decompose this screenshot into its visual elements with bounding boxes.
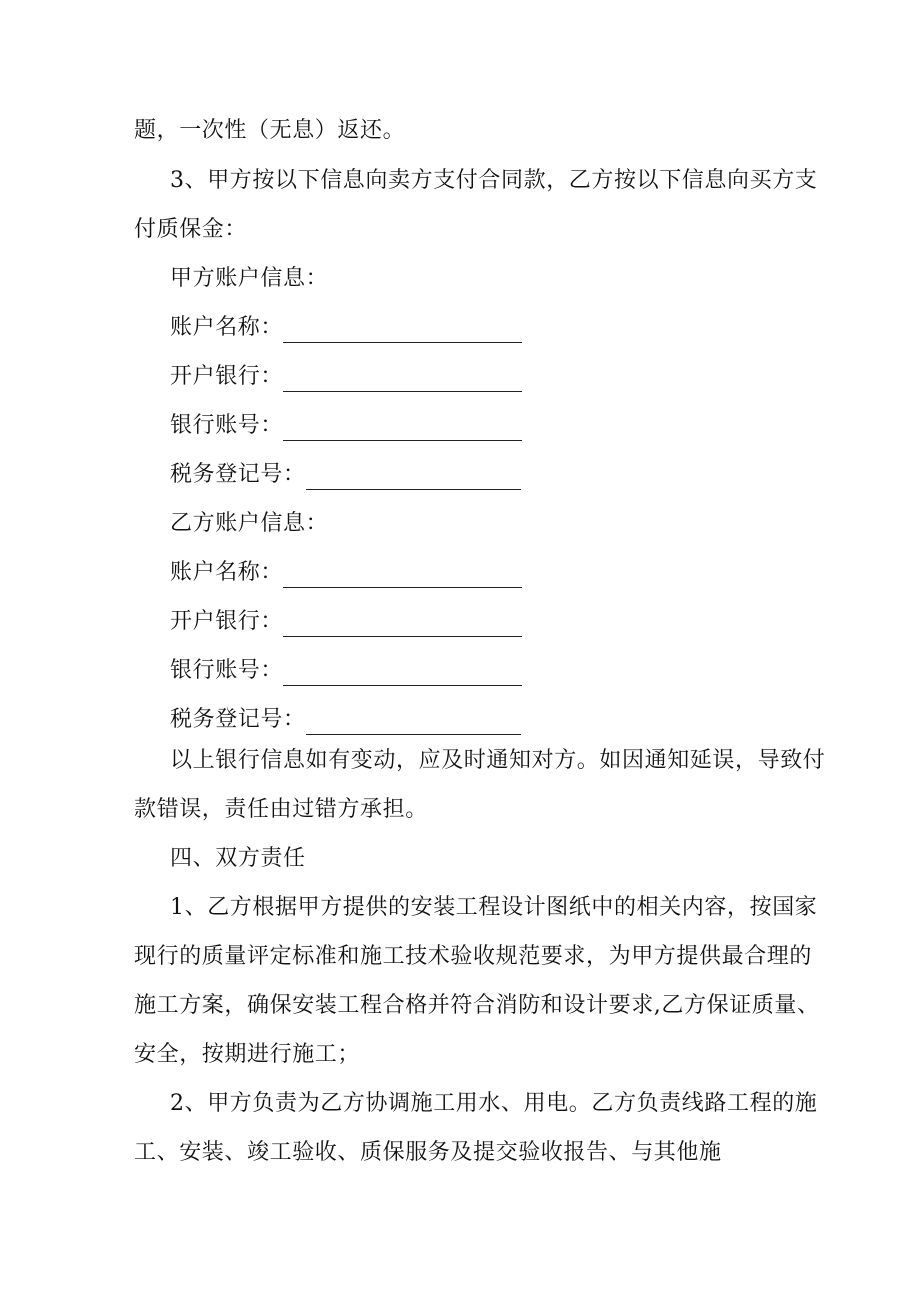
fill-in-blank (306, 712, 521, 735)
paragraph-line: 施工方案，确保安装工程合格并符合消防和设计要求,乙方保证质量、 (134, 993, 820, 1018)
field-label: 税务登记号： (170, 707, 306, 732)
field-label: 账户名称： (170, 560, 284, 585)
fill-in-blank (283, 369, 522, 392)
fill-in-blank (283, 418, 522, 441)
field-label: 税务登记号： (170, 462, 306, 487)
paragraph-line: 款错误，责任由过错方承担。 (134, 797, 428, 822)
fill-in-blank (283, 614, 522, 637)
fill-in-blank (283, 663, 522, 686)
party-a-account-number-field (170, 411, 522, 441)
party-a-bank-field (170, 362, 522, 392)
paragraph-line: 2、甲方负责为乙方协调施工用水、用电。乙方负责线路工程的施 (170, 1091, 818, 1116)
party-a-heading: 甲方账户信息： (170, 266, 329, 291)
paragraph-line: 工、安装、竣工验收、质保服务及提交验收报告、与其他施 (134, 1140, 722, 1165)
field-label: 账户名称： (170, 315, 284, 340)
section-heading: 四、双方责任 (170, 846, 306, 871)
party-b-tax-id-field (170, 705, 521, 735)
party-b-account-name-field (170, 558, 522, 588)
party-b-account-number-field (170, 656, 522, 686)
paragraph-line: 现行的质量评定标准和施工技术验收规范要求，为甲方提供最合理的 (134, 944, 813, 969)
party-a-account-name-field (170, 313, 522, 343)
fill-in-blank (283, 320, 522, 343)
field-label: 开户银行： (170, 364, 284, 389)
paragraph-line: 3、甲方按以下信息向卖方支付合同款，乙方按以下信息向买方支 (170, 168, 818, 193)
paragraph-line: 题，一次性（无息）返还。 (134, 118, 406, 143)
paragraph-line: 付质保金： (134, 217, 248, 242)
field-label: 银行账号： (170, 658, 284, 683)
paragraph-line: 以上银行信息如有变动，应及时通知对方。如因通知延误，导致付 (170, 748, 826, 773)
field-label: 开户银行： (170, 609, 284, 634)
party-a-tax-id-field (170, 460, 521, 490)
fill-in-blank (283, 565, 522, 588)
paragraph-line: 1、乙方根据甲方提供的安装工程设计图纸中的相关内容，按国家 (170, 895, 818, 920)
party-b-bank-field (170, 607, 522, 637)
fill-in-blank (306, 467, 521, 490)
party-b-heading: 乙方账户信息： (170, 511, 329, 536)
field-label: 银行账号： (170, 413, 284, 438)
paragraph-line: 安全，按期进行施工； (134, 1042, 361, 1067)
